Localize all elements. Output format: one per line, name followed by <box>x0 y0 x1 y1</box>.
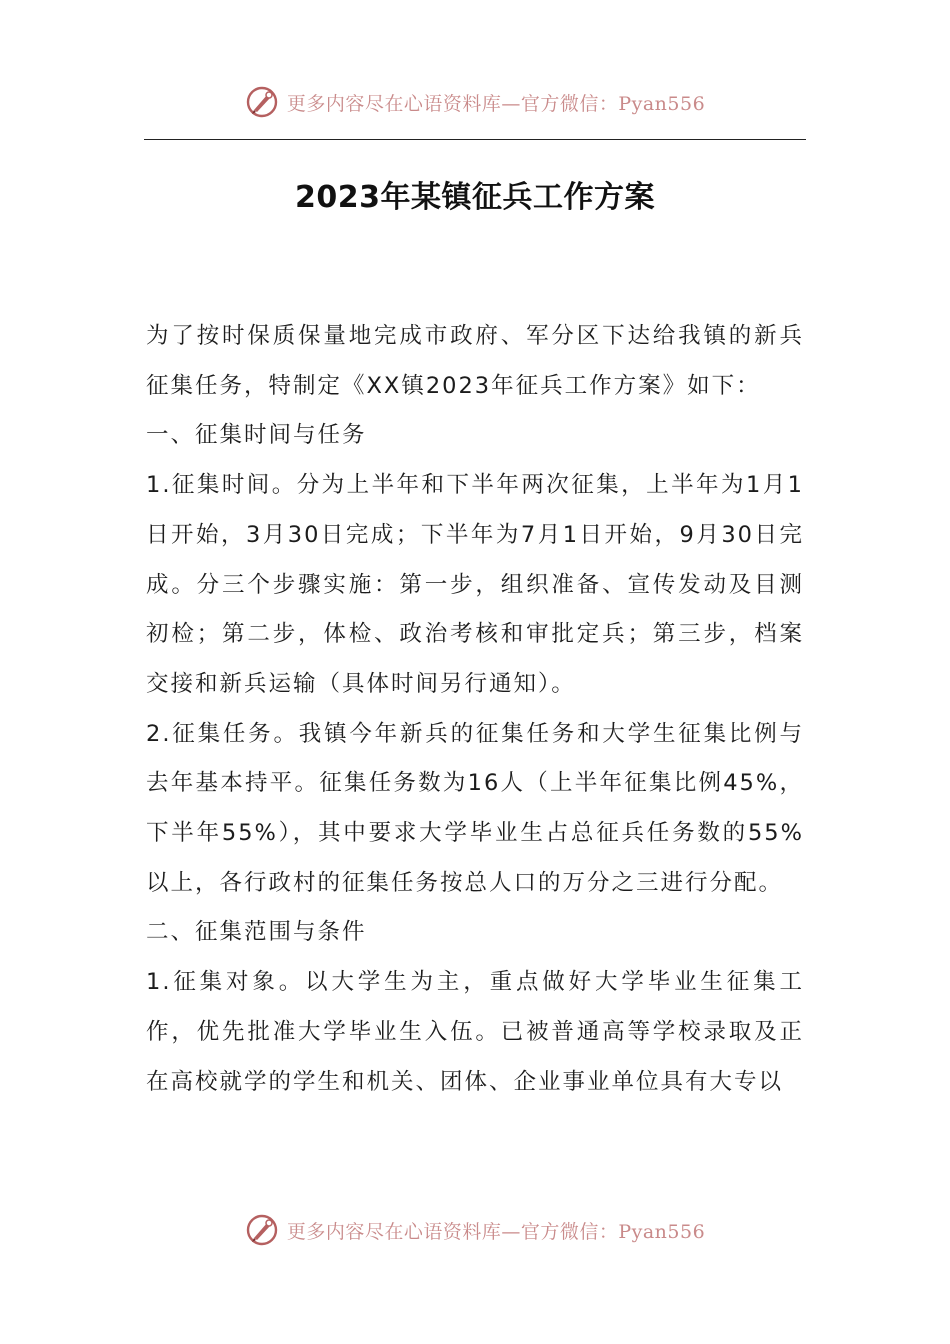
paragraph-recruit-time: 1.征集时间。分为上半年和下半年两次征集，上半年为1月1日开始，3月30日完成；下半年为7月1日开始，9月30日完成。分三个步骤实施：第一步，组织准备、宣传发动及目测初检；第二步，体检、政治考核和审批定兵；第三步，档案交接和新兵运输（具体时间另行通知）。 <box>146 472 804 697</box>
document-body <box>146 312 804 1107</box>
watermark-text: 更多内容尽在心语资料库—官方微信：Pyan556 <box>286 92 706 115</box>
watermark-text: 更多内容尽在心语资料库—官方微信：Pyan556 <box>286 1220 706 1243</box>
section-heading-2: 二、征集范围与条件 <box>146 919 367 946</box>
paragraph-intro: 为了按时保质保量地完成市政府、军分区下达给我镇的新兵征集任务，特制定《XX镇2023年征兵工作方案》如下： <box>146 323 804 399</box>
header-watermark <box>0 82 950 122</box>
header-divider <box>144 139 806 140</box>
document-title: 2023年某镇征兵工作方案 <box>295 180 655 215</box>
pen-circle-icon <box>245 1213 279 1247</box>
section-heading-1: 一、征集时间与任务 <box>146 422 367 449</box>
paragraph-recruit-task: 2.征集任务。我镇今年新兵的征集任务和大学生征集比例与去年基本持平。征集任务数为16人（上半年征集比例45%，下半年55%），其中要求大学毕业生占总征兵任务数的55%以上，各行政村的征集任务按总人口的万分之三进行分配。 <box>146 720 804 896</box>
footer-watermark <box>0 1210 950 1250</box>
pen-circle-icon <box>245 85 279 119</box>
paragraph-recruit-target: 1.征集对象。以大学生为主，重点做好大学毕业生征集工作，优先批准大学毕业生入伍。已被普通高等学校录取及正在高校就学的学生和机关、团体、企业事业单位具有大专以 <box>146 969 804 1095</box>
